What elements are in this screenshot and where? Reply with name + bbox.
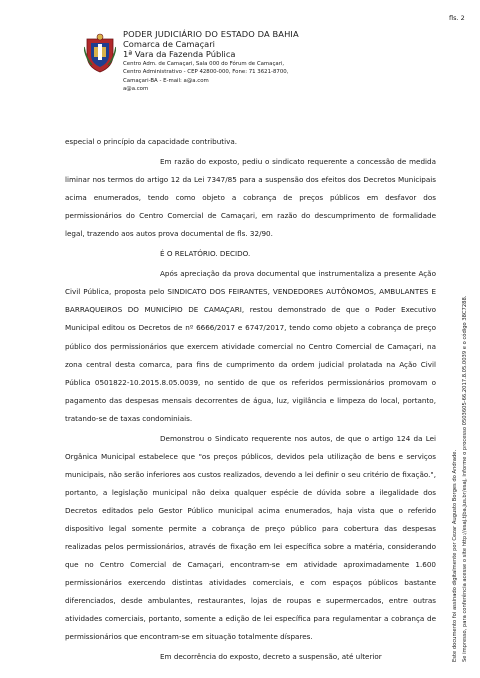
letterhead: [123, 29, 353, 93]
signature-line: Este documento foi assinado digitalmente por Cezar Augusto Borges do Andrade.: [452, 449, 458, 662]
paragraph: Demonstrou o Sindicato requerente nos autos, de que o artigo 124 da Lei Orgânica Municipal estabelece que "os preços públicos, devidos pela utilização de bens e serviços municipais, não serão inferiores aos custos realizados, devendo a lei definir o seu critério de fixação.", portanto, a legislação municipal não deixa qualquer espécie de dúvida sobre a ilegalidade dos Decretos editados pelo Gestor Público municipal acima enumerados, haja vista que o referido dispositivo legal somente permite a cobrança de preço público para cobertura das despesas realizadas pelos permissionários, através de fixação em lei específica sobre a matéria, considerando que no Centro Comercial de Camaçari, encontram-se em atividade aproximadamente 1.600 permissionários exercendo distintas atividades comerciais, e com espaços públicos bastante diferenciados, desde ambulantes, restaurantes, lojas de roupas e supermercados, entre outras atividades comerciais, portanto, somente a edição de lei específica para regulamentar a cobrança de permissionários que encontram-se em situação totalmente díspares.: [65, 433, 436, 642]
address-line: a@a.com: [123, 85, 149, 92]
coat-of-arms-icon: [84, 33, 116, 73]
vara-name: 1ª Vara da Fazenda Pública: [123, 49, 236, 59]
decision-body: [65, 133, 436, 666]
page-number: fls. 2: [449, 14, 465, 22]
address-line: Centro Adm. de Camaçari, Sala 000 do Fórum de Camaçari,: [123, 61, 285, 67]
court-address: [123, 60, 353, 93]
paragraph: Em razão do exposto, pediu o sindicato requerente a concessão de medida liminar nos termos do artigo 12 da Lei 7347/85 para a suspensão dos efeitos dos Decretos Municipais acima enumerados, tendo como objeto a cobrança de preços públicos em desfavor dos permissionários do Centro Comercial de Camaçari, em razão do descumprimento de formalidade legal, trazendo aos autos prova documental de fls. 32/90.: [65, 157, 436, 239]
address-line: Camaçari-BA - E-mail: a@a.com: [123, 77, 209, 84]
paragraph: Após apreciação da prova documental que instrumentaliza a presente Ação Civil Pública, proposta pelo SINDICATO DOS FEIRANTES, VENDEDORES AUTÔNOMOS, AMBULANTES E BARRAQUEIROS DO MUNICÍPIO DE CAMAÇARI, restou demonstrado de que o Poder Executivo Municipal editou os Decretos de nº 6666/2017 e 6747/2017, tendo como objeto a cobrança de preço público dos permissionários que exercem atividade comercial no Centro Comercial de Camaçari, na zona central desta comarca, para fins de cumprimento da ordem judicial prolatada na Ação Civil Pública 0501822-10.2015.8.05.0039, no sentido de que os referidos permissionários promovam o pagamento das despesas mensais decorrentes de água, luz, vigilância e limpeza do local, portanto, tratando-se de taxas condominiais.: [65, 269, 436, 423]
comarca-name: Comarca de Camaçari: [123, 39, 215, 49]
digital-signature-note: [450, 296, 470, 662]
paragraph: Em decorrência do exposto, decreto a suspensão, até ulterior: [160, 652, 382, 662]
section-heading: É O RELATÓRIO. DECIDO.: [160, 249, 251, 259]
verification-line: Se impresso, para conferência acesse o site http://esaj.tjba.jus.br/esaj, informe o processo 0503605-66.2017.8.05.0039 e o código 38C7288.: [462, 295, 468, 662]
paragraph: especial o princípio da capacidade contributiva.: [65, 137, 238, 146]
court-name: PODER JUDICIÁRIO DO ESTADO DA BAHIA: [123, 29, 299, 39]
address-line: Centro Administrativo - CEP 42800-000, Fone: 71 3621-8700,: [123, 69, 289, 76]
